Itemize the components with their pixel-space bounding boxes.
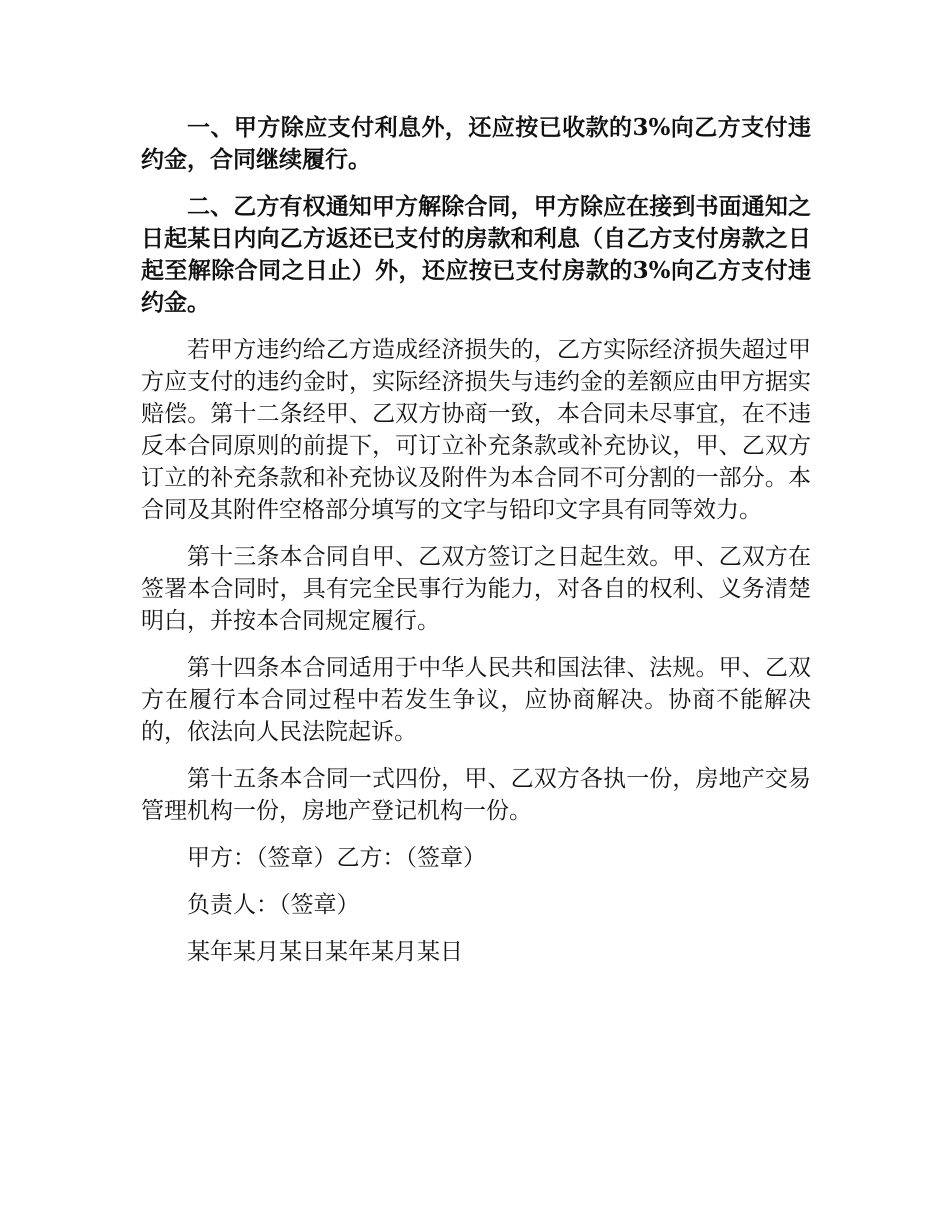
document-body bbox=[141, 112, 811, 983]
compensation-paragraph: 若甲方违约给乙方造成经济损失的，乙方实际经济损失超过甲方应支付的违约金时，实际经济损失与违约金的差额应由甲方据实赔偿。第十二条经甲、乙双方协商一致，本合同未尽事宜，在不违反本合同原则的前提下，可订立补充条款或补充协议，甲、乙双方订立的补充条款和补充协议及附件为本合同不可分割的一部分。本合同及其附件空格部分填写的文字与铅印文字具有同等效力。 bbox=[141, 337, 811, 523]
article-13-paragraph: 第十三条本合同自甲、乙双方签订之日起生效。甲、乙双方在签署本合同时，具有完全民事行为能力，对各自的权利、义务清楚明白，并按本合同规定履行。 bbox=[141, 544, 811, 634]
article-15-paragraph: 第十五条本合同一式四份，甲、乙双方各执一份，房地产交易管理机构一份，房地产登记机构一份。 bbox=[141, 766, 811, 824]
clause-paragraph-1: 一、甲方除应支付利息外，还应按已收款的3%向乙方支付违约金，合同继续履行。 bbox=[141, 114, 811, 173]
date-line: 某年某月某日某年某月某日 bbox=[187, 939, 463, 965]
responsible-person-line: 负责人：（签章） bbox=[187, 892, 360, 918]
article-14-paragraph: 第十四条本合同适用于中华人民共和国法律、法规。甲、乙双方在履行本合同过程中若发生争议，应协商解决。协商不能解决的，依法向人民法院起诉。 bbox=[141, 655, 811, 745]
signature-parties-line: 甲方：（签章）乙方：（签章） bbox=[187, 845, 486, 871]
clause-paragraph-2: 二、乙方有权通知甲方解除合同，甲方除应在接到书面通知之日起某日内向乙方返还已支付的房款和利息（自乙方支付房款之日起至解除合同之日止）外，还应按已支付房款的3%向乙方支付违约金。 bbox=[141, 193, 811, 316]
